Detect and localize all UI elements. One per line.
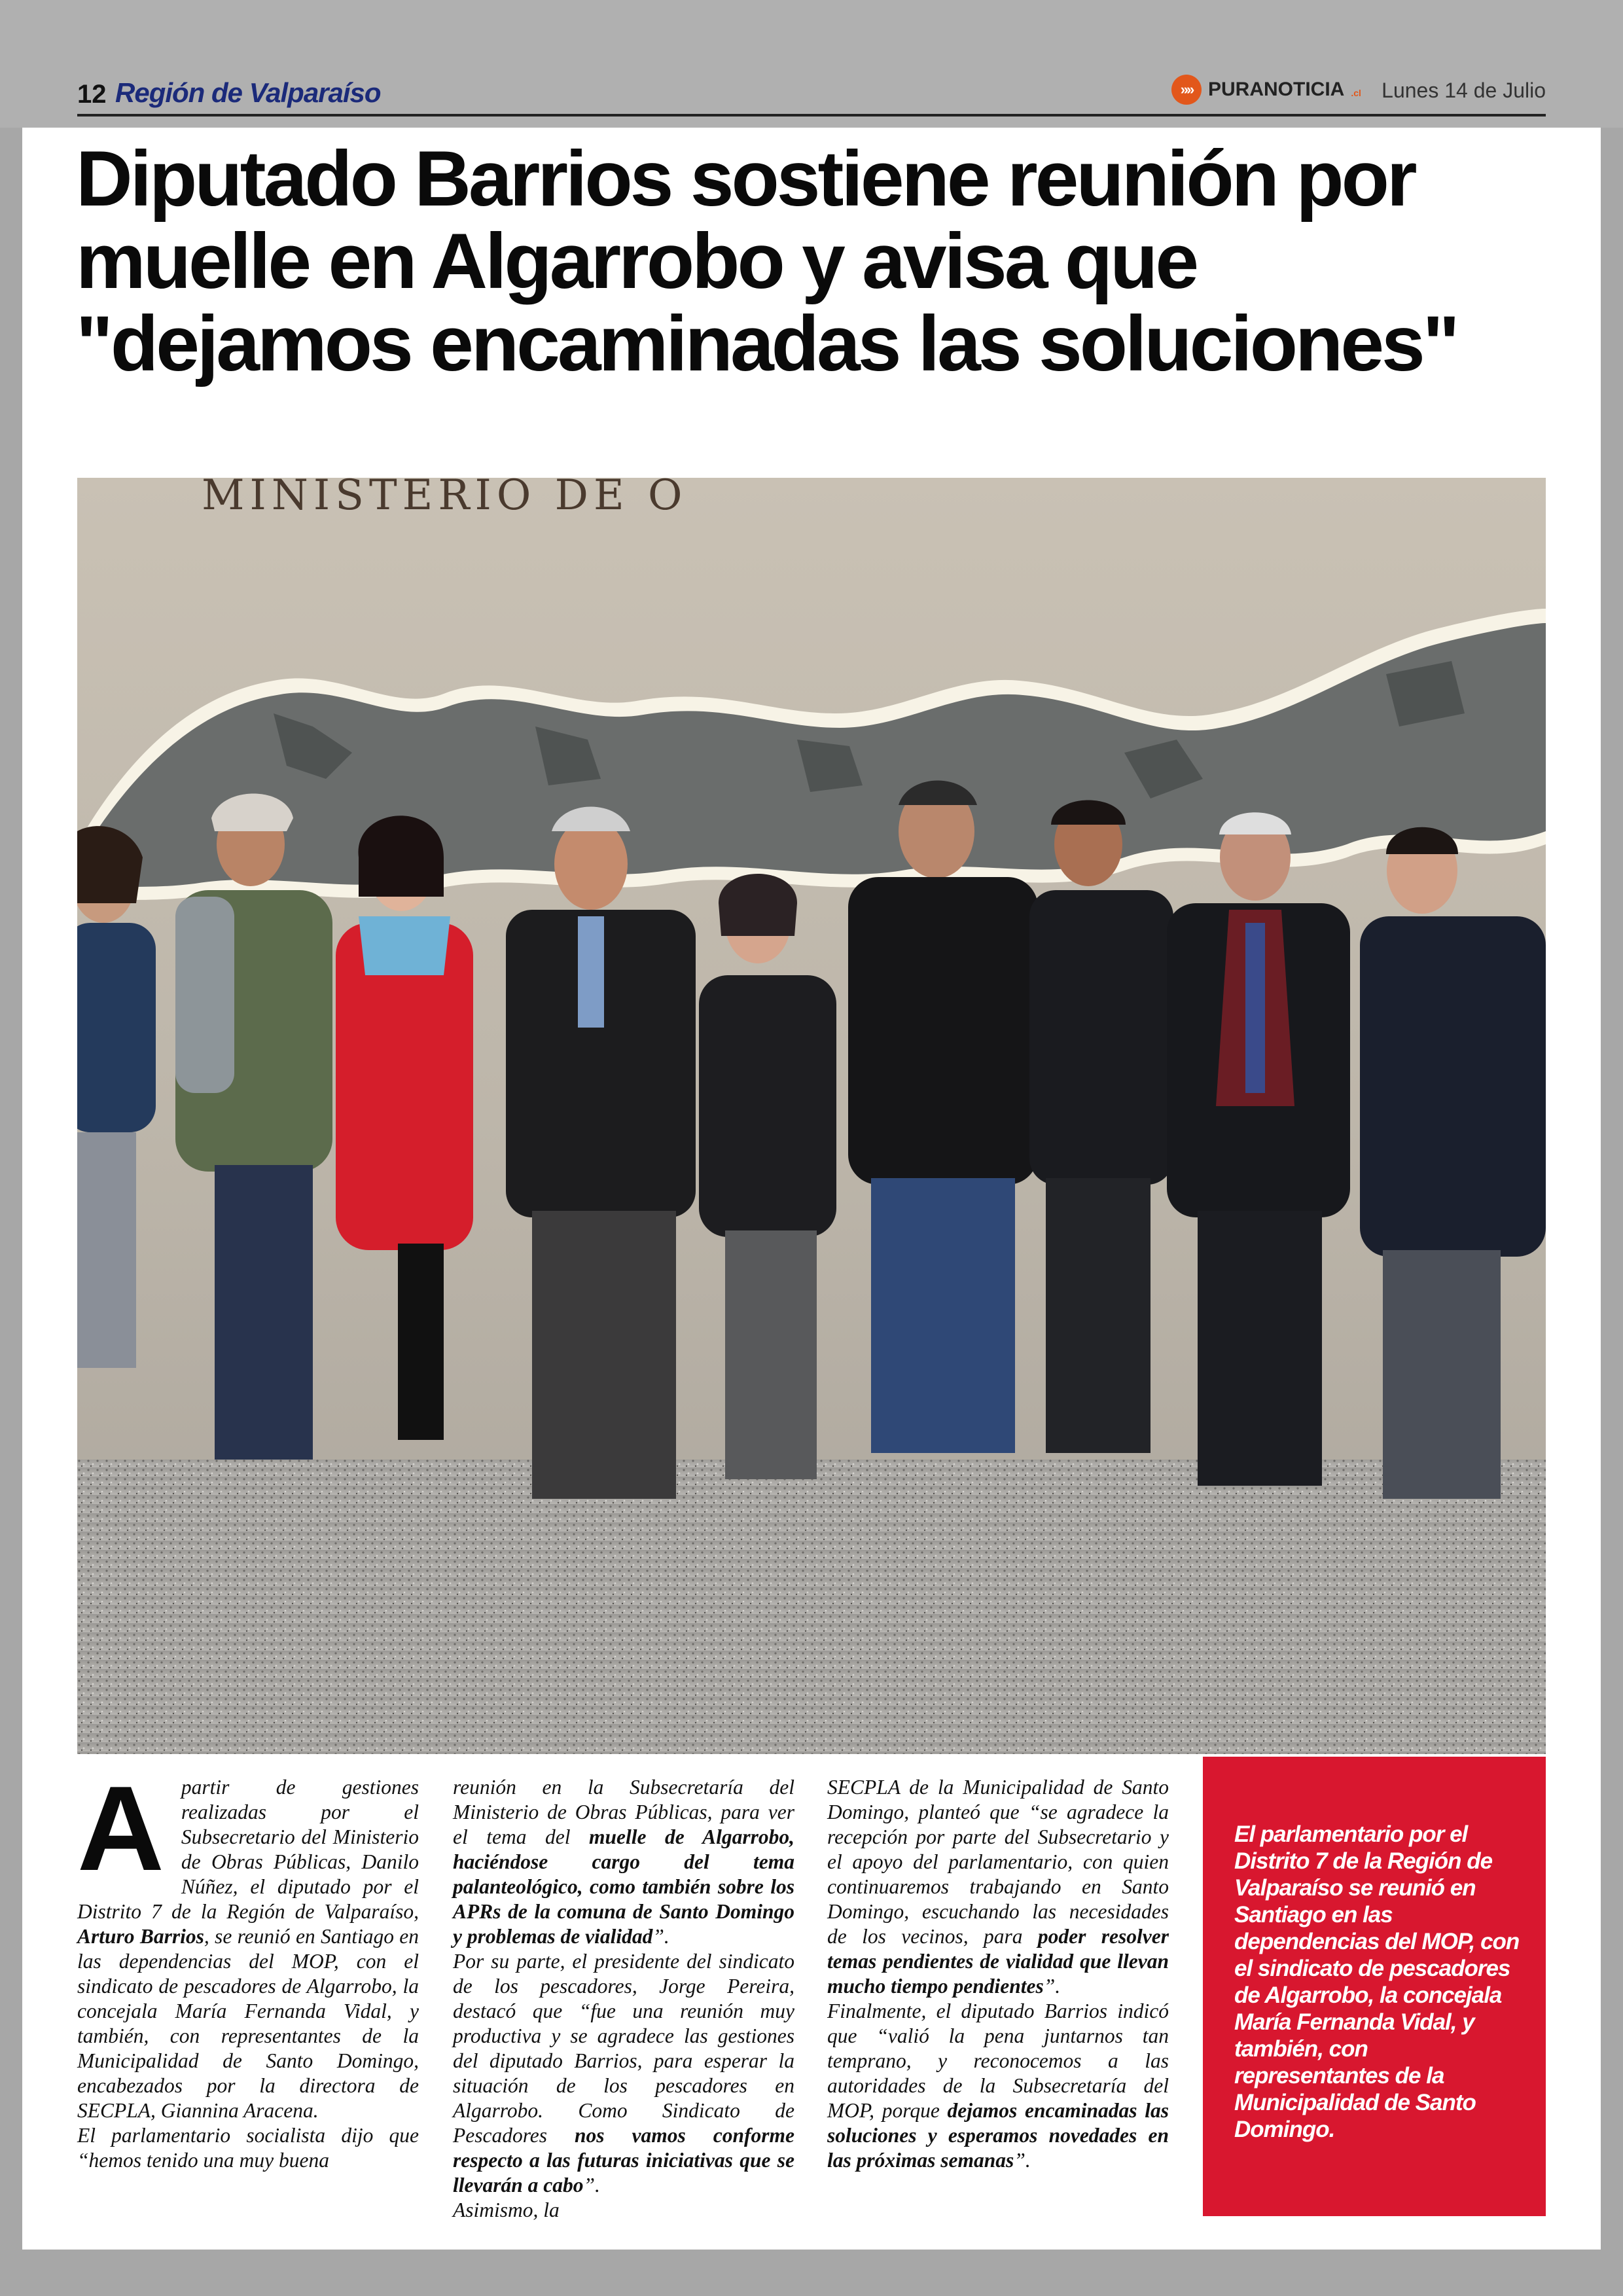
brand-logo [1171,75,1361,105]
article-column-1 [77,1761,419,2173]
brand-tld: .cl [1351,88,1361,98]
sidebar-text: El parlamentario por el Distrito 7 de la Región de Valparaíso se reunió en Santiago en las dependencias del MOP, con el sindicato de pescadores de Algarrobo, la concejala María Fernanda Vidal, y también, con representantes de la Municipalidad de Santo Domingo. [1234,1821,1520,2142]
article-column-2 [453,1775,794,2223]
paragraph: partir de gestiones realizadas por el Subsecretario del Ministerio de Obras Públicas, Danilo Núñez, el diputado por el Distrito 7 de la Región de Valparaíso, Arturo Barrios, se reunió en Santiago en las dependencias del MOP, con el sindicato de pescadores de Algarrobo, la concejala María Fernanda Vidal, y también, con representantes de la Municipalidad de Santo Domingo, encabezados por la directora de SECPLA, Giannina Aracena. [77,1776,419,2122]
article-column-3 [827,1775,1169,2173]
play-arrows-icon: »» [1171,75,1202,105]
sidebar-box [1203,1757,1546,2216]
section-title: Región de Valparaíso [115,77,381,108]
group-photo [77,478,1546,1754]
paragraph: Finalmente, el diputado Barrios indicó que “valió la pena juntarnos tan temprano, y reconocemos a las autoridades de la Subsecretaría del MOP, porque dejamos encaminadas las soluciones y esperamos novedades en las próximas semanas”. [827,2000,1169,2172]
wall-sign-text: MINISTERIO DE O [202,478,688,520]
brand-name: PURANOTICIA [1208,79,1345,100]
paragraph: El parlamentario socialista dijo que “hemos tenido una muy buena [77,2124,419,2172]
headline: Diputado Barrios sostiene reunión por muelle en Algarrobo y avisa que "dejamos encaminadas las soluciones" [76,135,1457,387]
paragraph: Asimismo, la [453,2198,560,2221]
header-divider [77,114,1546,117]
paragraph: reunión en la Subsecretaría del Ministerio de Obras Públicas, para ver el tema del muelle de Algarrobo, haciéndose cargo del tema palanteológico, como también sobre los APRs de la comuna de Santo Domingo y problemas de vialidad”. [453,1776,795,1948]
paragraph: Por su parte, el presidente del sindicato de los pescadores, Jorge Pereira, destacó que “fue una reunión muy productiva y se agradece las gestiones del diputado Barrios, para esperar la situación de los pescadores en Algarrobo. Como Sindicato de Pescadores nos vamos conforme respecto a las futuras iniciativas que se llevarán a cabo”. [453,1950,794,2197]
page-number: 12 [77,80,107,109]
issue-date: Lunes 14 de Julio [1382,79,1546,102]
drop-cap: A [77,1761,164,1895]
paragraph: SECPLA de la Municipalidad de Santo Domingo, planteó que “se agradece la recepción por parte del Subsecretario y el apoyo del parlamentario, con quien continuaremos trabajando en Santo Domingo, escuchando las necesidades de los vecinos, para poder resolver temas pendientes de vialidad que llevan mucho tiempo pendientes”. [827,1776,1169,1998]
